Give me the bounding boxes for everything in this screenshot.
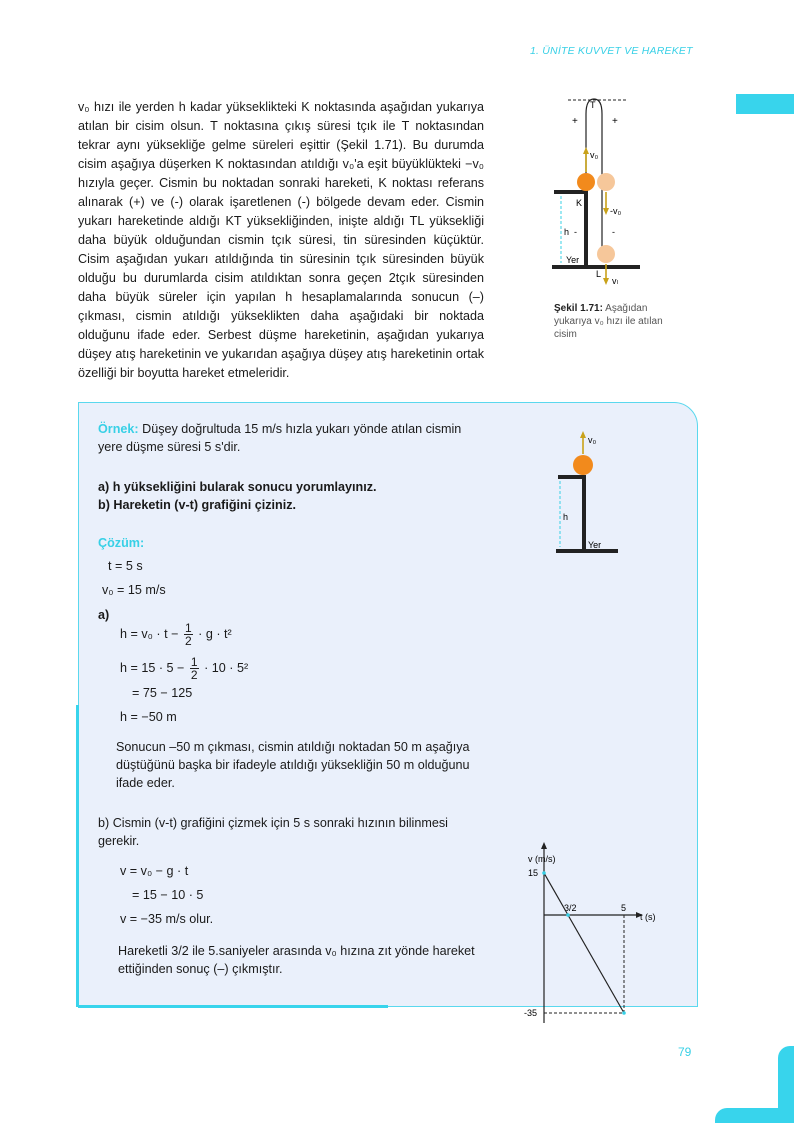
label-K: K: [576, 198, 583, 208]
v0-arrowhead: [583, 147, 589, 154]
unit-header: 1. ÜNİTE KUVVET VE HAREKET: [530, 45, 693, 57]
label-minus-1: -: [574, 227, 577, 237]
given-t: t = 5 s: [108, 559, 143, 573]
eq2-half-num: 1: [190, 655, 198, 669]
eq2-right: · 10 · 5²: [204, 660, 249, 675]
eq2-half-den: 2: [190, 668, 198, 682]
label-minus-v0: -v₀: [610, 206, 622, 216]
eq1-right: · g · t²: [198, 626, 232, 641]
chart-xlabel: t (s): [640, 912, 656, 922]
eq1-half-num: 1: [184, 621, 192, 635]
chart-ytick-15: 15: [528, 868, 539, 878]
example-label-yer: Yer: [588, 540, 602, 550]
equation-1: [120, 622, 232, 647]
example-label: Örnek:: [98, 422, 139, 436]
example-v0-arrowhead: [580, 431, 586, 438]
question-a: a) h yüksekliğini bularak sonucu yorumlayınız.: [98, 480, 377, 494]
label-minus-2: -: [612, 227, 615, 237]
vl-arrowhead: [603, 278, 609, 285]
example-ground: [556, 549, 618, 553]
label-plus-left: +: [572, 116, 578, 127]
label-vl: vₗ: [612, 276, 618, 286]
eq2-half-fraction: [190, 656, 199, 681]
ball-K: [577, 173, 595, 191]
solution-label: Çözüm:: [98, 536, 145, 550]
part-b-text: b) Cismin (v-t) grafiğini çizmek için 5 s sonraki hızının bilinmesi gerekir.: [98, 816, 448, 848]
intro-text: v₀ hızı ile yerden h kadar yükseklikteki K noktasında aşağıdan yukarıya atılan bir cisim olsun. T noktasına çıkış süresi tçık ile T noktasından tekrar aynı yüksekliğe gelme süreleri eşittir (Şekil 1.71). Bu durumda cisim aşağıya düşerken K noktasından atıldığı v₀'a eşit büyüklükteki −v₀ hızıyla geçer. Cismin bu noktadan sonraki hareketi, K noktası referans alınarak (+) ve (-) olarak işaretlenen (-) bölgede devam eder. Cismin yukarı hareketinde aldığı KT yüksekliğinden, inişte aldığı TL yüksekliği daha büyük olduğundan cismin tçık süresi, tin süresinden küçüktür. Cisim aşağıdan yukarı atıldığında tin süresinin tçık süresinden büyük olduğu bu durumlarda cisim atıldıktan sonra geçen 2tçık süresinden daha büyük süreler için yapılan h hesaplamalarında sonucun (–) çıkması, cismin atıldığı yükseklikten daha aşağıdaki bir noktada olduğunu ifade eder. Serbest düşme hareketinin, aşağıdan yukarıya düşey atış hareketinin ve yukarıdan aşağıya düşey atış hareketinin ortak özelliği bir boyutta hareket etmeleridir.: [78, 100, 484, 380]
label-plus-right: +: [612, 116, 618, 127]
platform-wall: [584, 191, 588, 267]
eq1-half-fraction: [184, 622, 193, 647]
label-yer: Yer: [566, 255, 580, 265]
example-ball: [573, 455, 593, 475]
result-explanation: Sonucun –50 m çıkması, cismin atıldığı noktadan 50 m aşağıya düştüğünü başka bir ifadeyle atıldığı yüksekliğin 50 m olduğunu ifade eder.: [116, 740, 470, 790]
chart-point-0: [542, 871, 546, 875]
eq1-half-den: 2: [184, 634, 192, 648]
ball-passing: [597, 173, 615, 191]
label-T: T: [590, 100, 596, 110]
chart-xtick-3-2: 3/2: [564, 903, 577, 913]
equation-b2: = 15 − 10 · 5: [132, 888, 204, 902]
equation-4: h = −50 m: [120, 710, 177, 724]
platform-top: [554, 190, 588, 194]
example-platform-wall: [582, 477, 586, 551]
page-number: 79: [678, 1045, 692, 1059]
header-tab-marker: [736, 94, 794, 114]
example-label-v0: v₀: [588, 435, 597, 445]
chart-point-2: [622, 1011, 626, 1015]
given-v0: v₀ = 15 m/s: [102, 583, 166, 597]
equation-b1: v = v₀ − g · t: [120, 864, 189, 878]
intro-paragraph: [78, 98, 484, 383]
label-h: h: [564, 227, 570, 237]
example-box-accent-left: [76, 705, 79, 1007]
ball-L: [597, 245, 615, 263]
example-statement: [98, 420, 488, 456]
part-a-label: a): [98, 608, 110, 622]
minus-v0-arrowhead: [603, 208, 609, 215]
figure-caption: [554, 302, 664, 341]
chart-xtick-5: 5: [621, 903, 627, 913]
eq2-left: h = 15 · 5 −: [120, 660, 185, 675]
example-text: Düşey doğrultuda 15 m/s hızla yukarı yönde atılan cismin yere düşme süresi 5 s'dir.: [98, 422, 462, 454]
chart-ylabel: v (m/s): [528, 854, 556, 864]
equation-2: [120, 656, 248, 681]
figure-1-71: [548, 94, 648, 294]
final-explanation: Hareketli 3/2 ile 5.saniyeler arasında v₀ hızına zıt yönde hareket ettiğinden sonuç (–) çıkmıştır.: [118, 944, 475, 976]
chart-point-1: [566, 913, 570, 917]
example-platform-top: [558, 475, 586, 479]
question-b: b) Hareketin (v-t) grafiğini çiziniz.: [98, 498, 297, 512]
caption-title: Şekil 1.71:: [554, 303, 603, 314]
example-figure: [548, 428, 620, 558]
chart-ytick-minus35: -35: [524, 1008, 538, 1018]
vt-chart: [520, 848, 670, 1018]
example-label-h: h: [563, 512, 569, 522]
caption-text: Aşağıdan yukarıya v₀ hızı ile atılan cisim: [554, 303, 663, 340]
equation-3: = 75 − 125: [132, 686, 193, 700]
eq1-left: h = v₀ · t −: [120, 626, 179, 641]
label-v0: v₀: [590, 150, 599, 160]
equation-b3: v = −35 m/s olur.: [120, 912, 214, 926]
page-corner-foot: [715, 1108, 794, 1123]
example-box-accent-bottom: [78, 1005, 388, 1008]
label-L: L: [596, 269, 602, 279]
